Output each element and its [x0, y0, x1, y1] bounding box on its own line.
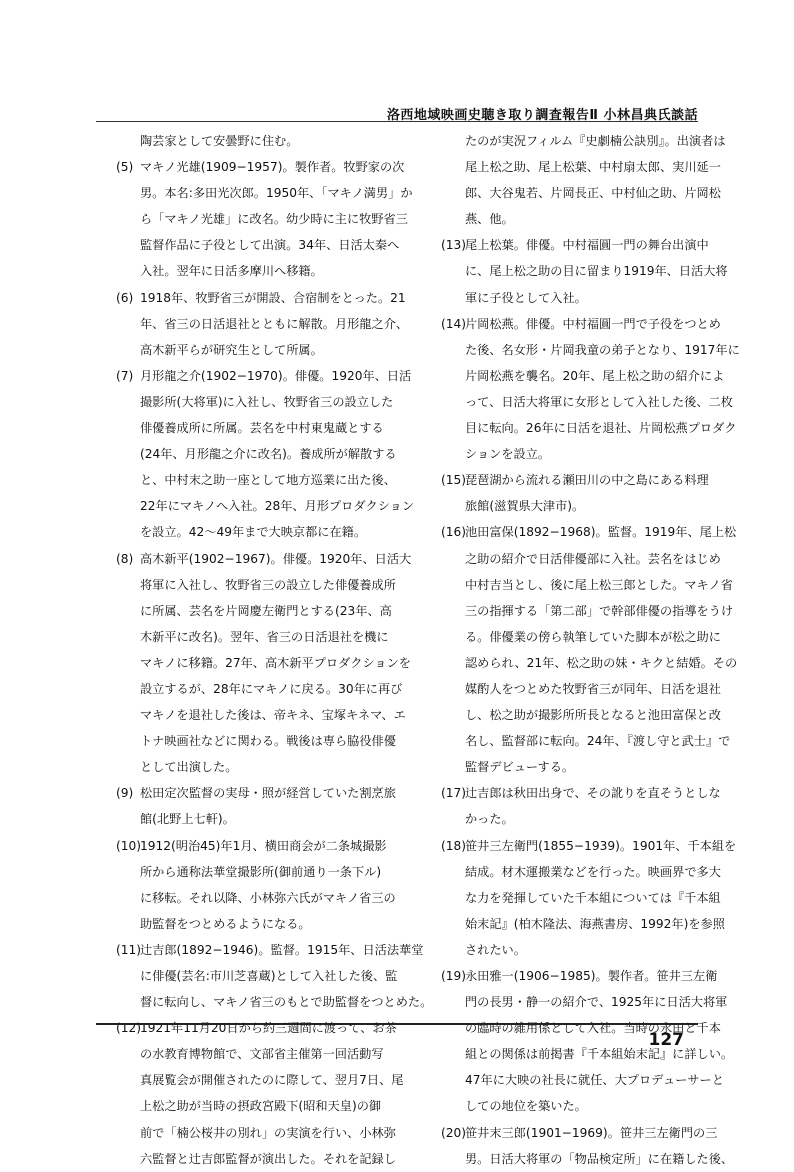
footnote-line: 之助の紹介で日活俳優部に入社。芸名をはじめ [465, 551, 721, 566]
running-header: 洛西地域映画史聴き取り調査報告Ⅱ 小林昌典氏談話 [386, 108, 698, 123]
footnote-line: 片岡松燕を襲名。20年、尾上松之助の紹介によ [465, 368, 725, 383]
footnote-number: (15) [441, 473, 467, 488]
footnote [441, 519, 738, 780]
footnote [441, 1120, 734, 1172]
footnote-number: (12) [116, 1021, 142, 1036]
footnote-line: 三の指揮する「第二部」で幹部俳優の指導をうけ [465, 603, 734, 618]
footnote-line: しての地位を築いた。 [465, 1099, 587, 1114]
footnote-line: ションを設立。 [465, 447, 551, 462]
footnote-line: 1921年11月20日から約三週間に渡って、お茶 [140, 1021, 397, 1036]
footnote-line: 将軍に入社し、牧野省三の設立した俳優養成所 [140, 577, 396, 592]
footnote-line: 館(北野上七軒)。 [140, 812, 235, 827]
footnote-line: 監督デビューする。 [465, 760, 575, 775]
footnote-line: マキノに移籍。27年、高木新平プロダクションを [140, 655, 411, 670]
footnote-line: 門の長男・静一の紹介で、1925年に日活大将軍 [465, 995, 728, 1010]
footnote-number: (13) [441, 238, 467, 253]
footnote-line: 結成。材木運搬業などを行った。映画界で多大 [465, 864, 721, 879]
page-number: 127 [648, 1030, 684, 1050]
footnote-number: (14) [441, 316, 467, 331]
footnote-line: に、尾上松之助の目に留まり1919年、日活大将 [465, 264, 728, 279]
footnote [118, 780, 398, 832]
footnote-line: 督に転向し、マキノ省三のもとで助監督をつとめた。 [140, 995, 433, 1010]
footnote-line: 高木新平(1902−1967)。俳優。1920年、日活大 [140, 551, 412, 566]
footnote-line: 入社。翌年に日活多摩川へ移籍。 [140, 264, 323, 279]
footnote-number: (7) [116, 368, 134, 383]
right-column [441, 128, 740, 1172]
footnote-line: た後、名女形・片岡我童の弟子となり、1917年に [465, 342, 740, 357]
footnote-line: 認められ、21年、松之助の妹・キクと結婚。その [465, 655, 738, 670]
footnote-number: (9) [116, 786, 134, 801]
footnote-line: 笹井三左衛門(1855−1939)。1901年、千本組を [465, 838, 737, 853]
footnote-line: 郎、大谷鬼若、片岡長正、中村仙之助、片岡松 [465, 186, 721, 201]
footnote-line: たのが実況フィルム『史劇楠公訣別』。出演者は [465, 134, 726, 148]
footnote [116, 546, 412, 781]
footnote [441, 232, 728, 310]
footnote-number: (6) [116, 290, 134, 305]
footnote [116, 937, 433, 1015]
footnote-line: ら「マキノ光雄」に改名。幼少時に主に牧野省三 [140, 212, 408, 227]
footnote-line: 始末記』(柏木隆法、海燕書房、1992年)を参照 [465, 916, 725, 931]
footnote-number: (5) [116, 160, 134, 175]
footnote-line: マキノを退社した後は、帝キネ、宝塚キネマ、エ [140, 708, 406, 723]
footnote-line: 男。日活大将軍の「物品検定所」に在籍した後、 [465, 1151, 734, 1166]
header-rule [96, 121, 698, 122]
footnote-line: 上松之助が当時の摂政宮殿下(昭和天皇)の御 [140, 1099, 382, 1114]
footnote-line: 笹井末三郎(1901−1969)。笹井三左衛門の三 [465, 1125, 718, 1140]
footnote-line: の水教育博物館で、文部省主催第一回活動写 [140, 1047, 384, 1062]
footnote-line: 高木新平らが研究生として所属。 [140, 342, 323, 357]
footnote-line: し、松之助が撮影所所長となると池田富保と改 [465, 708, 721, 723]
footnote-line: 男。本名:多田光次郎。1950年、「マキノ満男」か [140, 186, 413, 201]
footnote-line: 俳優養成所に所属。芸名を中村東鬼蔵とする [140, 421, 384, 436]
footnote-line: 所から通称法華堂撮影所(御前通り一条下ル) [140, 864, 382, 879]
footnote-line: マキノ光雄(1909−1957)。製作者。牧野家の次 [140, 160, 405, 175]
footnote-line: 木新平に改名)。翌年、省三の日活退社を機に [140, 629, 389, 644]
footnote-line: な力を発揮していた千本組については『千本組 [465, 890, 721, 905]
footnote-line: 1918年、牧野省三が開設、合宿制をとった。21 [140, 290, 406, 305]
footnote-line: に俳優(芸名:市川芝喜蔵)として入社した後、監 [140, 969, 398, 983]
footnote [116, 1015, 404, 1172]
footnote-line: (24年、月形龍之介に改名)。養成所が解散する [140, 447, 397, 462]
footnote-line: 琵琶湖から流れる瀬田川の中之島にある料理 [465, 473, 709, 488]
footnote-line: って、日活大将軍に女形として入社した後、二枚 [465, 394, 733, 409]
footnote-line: 軍に子役として入社。 [465, 290, 587, 305]
footnote-line: る。俳優業の傍ら執筆していた脚本が松之助に [465, 629, 721, 644]
footnote-line: 媒酌人をつとめた牧野省三が同年、日活を退社 [465, 681, 721, 696]
footnote-line: に所属、芸名を片岡慶左衛門とする(23年、高 [140, 603, 392, 618]
footnote [118, 128, 398, 154]
footnote-line: 撮影所(大将軍)に入社し、牧野省三の設立した [140, 394, 394, 409]
footnote-number: (16) [441, 525, 467, 540]
footnote-line: トナ映画社などに関わる。戦後は専ら脇役俳優 [140, 734, 396, 749]
footnote-line: 六監督と辻吉郎監督が演出した。それを記録し [140, 1151, 396, 1166]
footnote-line: かった。 [465, 812, 514, 827]
footnote-line: 陶芸家として安曇野に住む。 [140, 134, 299, 148]
footnote-number: (10) [116, 838, 142, 853]
footnote-line: 22年にマキノへ入社。28年、月形プロダクション [140, 499, 415, 514]
footnote-line: 片岡松燕。俳優。中村福圓一門で子役をつとめ [465, 316, 721, 331]
footnote [443, 780, 723, 832]
footnote-line: 目に転向。26年に日活を退社、片岡松燕プロダク [465, 421, 737, 436]
footnote-number: (18) [441, 838, 467, 853]
footnote-number: (11) [116, 942, 142, 957]
footnote [116, 285, 409, 363]
footnote-line: と、中村末之助一座として地方巡業に出た後、 [140, 473, 396, 488]
footnote [443, 128, 726, 232]
footnote-number: (19) [441, 969, 467, 983]
footnote-number: (8) [116, 551, 134, 566]
footnote [443, 467, 723, 519]
footnote-line: 前で「楠公桜井の別れ」の実演を行い、小林弥 [140, 1125, 396, 1140]
footnote-line: 辻吉郎(1892−1946)。監督。1915年、日活法華堂 [140, 942, 424, 957]
footnote-line: 1912(明治45)年1月、横田商会が二条城撮影 [140, 838, 387, 853]
footnote [116, 363, 415, 546]
footnote-line: 組との関係は前掲書『千本組始末記』に詳しい。 [465, 1047, 734, 1062]
footnote [441, 311, 740, 468]
footnote-line: 尾上松葉。俳優。中村福圓一門の舞台出演中 [465, 238, 709, 253]
footnote-line: されたい。 [465, 942, 526, 957]
footnote-line: 池田富保(1892−1968)。監督。1919年、尾上松 [465, 525, 737, 540]
footer-rule [96, 1023, 698, 1025]
footnote-line: として出演した。 [140, 760, 238, 775]
footnote-line: 燕、他。 [465, 212, 514, 227]
footnote-line: を設立。42〜49年まで大映京都に在籍。 [140, 525, 367, 540]
footnote-line: に移転。それ以降、小林弥六氏がマキノ省三の [140, 890, 396, 905]
footnote-number: (20) [441, 1125, 467, 1140]
footnote-line: 年、省三の日活退社とともに解散。月形龍之介、 [140, 316, 409, 331]
footnote [116, 154, 413, 284]
footnote-line: の臨時の雑用係として入社。当時の永田と千本 [465, 1021, 721, 1036]
footnote [441, 833, 737, 963]
footnote-line: 監督作品に子役として出演。34年、日活太秦へ [140, 238, 400, 253]
footnote-line: 尾上松之助、尾上松葉、中村扇太郎、実川延一 [465, 160, 721, 175]
footnote-line: 助監督をつとめるようになる。 [140, 916, 311, 931]
footnote-line: 月形龍之介(1902−1970)。俳優。1920年、日活 [140, 368, 412, 383]
footnote-line: 47年に大映の社長に就任、大プロデューサーと [465, 1073, 724, 1088]
footnote-line: 真展覧会が開催されたのに際して、翌月7日、尾 [140, 1073, 404, 1088]
footnote [118, 833, 398, 937]
footnote-line: 中村吉当とし、後に尾上松三郎とした。マキノ省 [465, 577, 733, 592]
footnote-number: (17) [441, 786, 467, 801]
footnote-line: 永田雅一(1906−1985)。製作者。笹井三左衛 [465, 969, 718, 983]
footnote-line: 辻吉郎は秋田出身で、その訛りを直そうとしな [465, 786, 721, 801]
footnote-line: 設立するが、28年にマキノに戻る。30年に再び [140, 681, 403, 696]
footnote-line: 名し、監督部に転向。24年、『渡し守と武士』で [465, 734, 731, 749]
left-column [116, 128, 433, 1172]
footnote-line: 松田定次監督の実母・照が経営していた割烹旅 [140, 786, 396, 801]
footnote-line: 旅館(滋賀県大津市)。 [465, 499, 585, 514]
